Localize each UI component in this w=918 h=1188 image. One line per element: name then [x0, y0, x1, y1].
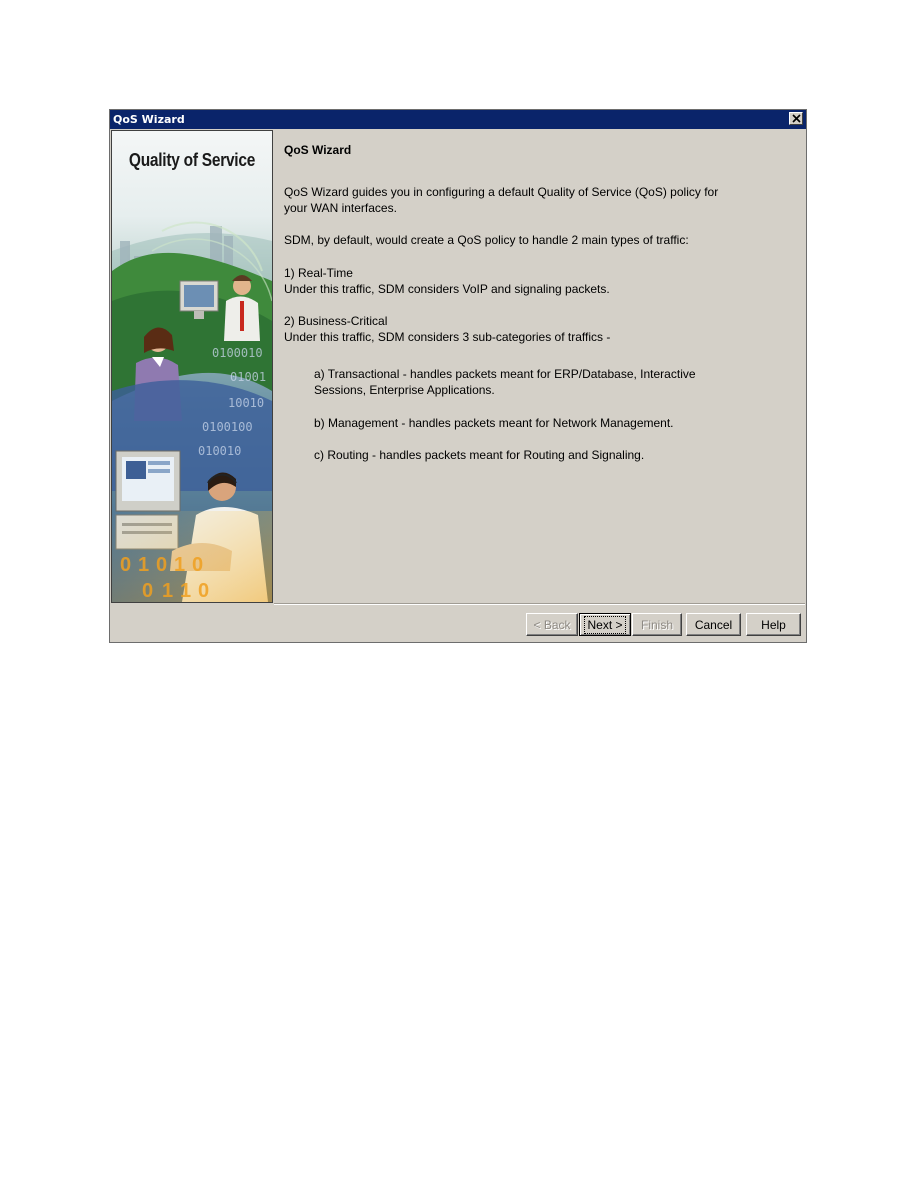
svg-text:0: 0	[198, 580, 210, 602]
svg-text:01001: 01001	[230, 370, 267, 384]
svg-text:1: 1	[138, 554, 150, 576]
intro-text-line1: QoS Wizard guides you in configuring a default Quality of Service (QoS) policy for	[284, 185, 719, 199]
svg-text:0: 0	[156, 554, 168, 576]
svg-text:0100100: 0100100	[202, 420, 253, 434]
subcategory-transactional-line2: Sessions, Enterprise Applications.	[314, 383, 495, 397]
svg-text:0: 0	[120, 554, 132, 576]
close-button[interactable]	[789, 112, 803, 125]
wizard-banner-image	[111, 130, 273, 603]
svg-text:1: 1	[162, 580, 174, 602]
intro-text-line2: your WAN interfaces.	[284, 201, 397, 215]
svg-text:10010: 10010	[228, 396, 265, 410]
window-title: QoS Wizard	[113, 113, 185, 126]
default-policy-text: SDM, by default, would create a QoS policy to handle 2 main types of traffic:	[284, 233, 689, 247]
cancel-button[interactable]: Cancel	[686, 613, 741, 636]
help-button[interactable]: Help	[746, 613, 801, 636]
svg-text:1: 1	[174, 554, 186, 576]
business-critical-title: 2) Business-Critical	[284, 314, 388, 328]
subcategory-routing: c) Routing - handles packets meant for Routing and Signaling.	[314, 448, 645, 462]
title-bar[interactable]	[110, 110, 806, 129]
banner-title: Quality of Service	[128, 150, 256, 170]
next-button-label: Next >	[587, 617, 623, 632]
subcategory-management: b) Management - handles packets meant for Network Management.	[314, 416, 674, 430]
svg-text:1: 1	[180, 580, 192, 602]
svg-text:0: 0	[142, 580, 154, 602]
binary-digits: 0100010	[212, 346, 263, 360]
svg-text:010010: 010010	[198, 444, 242, 458]
close-icon	[792, 114, 801, 123]
svg-text:0: 0	[192, 554, 204, 576]
subcategory-transactional-line1: a) Transactional - handles packets meant for ERP/Database, Interactive	[314, 367, 696, 381]
finish-button[interactable]: Finish	[632, 613, 682, 636]
next-button[interactable]	[579, 613, 631, 636]
back-button[interactable]: < Back	[526, 613, 578, 636]
realtime-description: Under this traffic, SDM considers VoIP and signaling packets.	[284, 282, 610, 296]
button-separator	[274, 603, 805, 605]
qos-wizard-dialog	[109, 109, 807, 643]
business-critical-description: Under this traffic, SDM considers 3 sub-categories of traffics -	[284, 330, 611, 344]
content-heading: QoS Wizard	[284, 143, 352, 157]
realtime-title: 1) Real-Time	[284, 266, 353, 280]
